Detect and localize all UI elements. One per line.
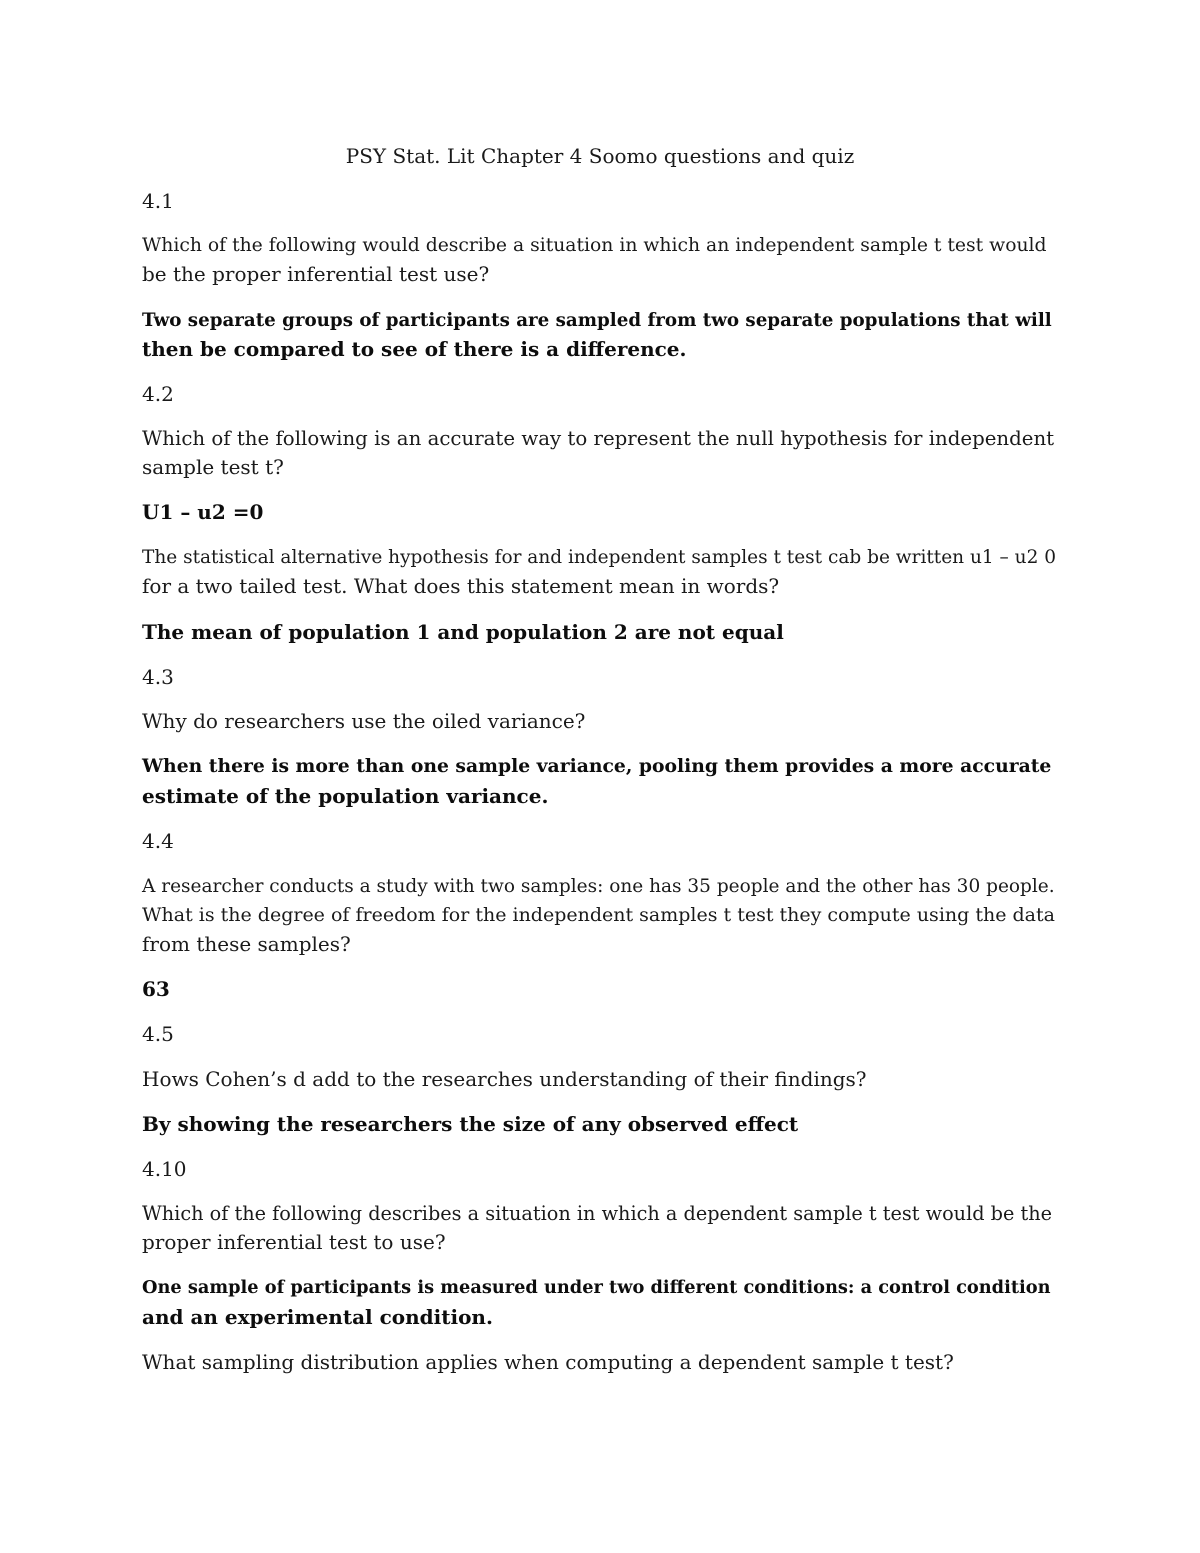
answer-text: One sample of participants is measured under two different conditions: a control condition <box>142 1277 1051 1298</box>
question-number: 4.1 <box>142 189 174 213</box>
question-number: 4.3 <box>142 665 174 689</box>
page-title: PSY Stat. Lit Chapter 4 Soomo questions and quiz <box>345 144 855 168</box>
question-text: What sampling distribution applies when computing a dependent sample t test? <box>142 1350 954 1374</box>
question-number: 4.2 <box>142 382 174 406</box>
question-text: for a two tailed test. What does this statement mean in words? <box>142 574 780 598</box>
question-number: 4.4 <box>142 829 174 853</box>
question-text: Hows Cohen’s d add to the researches understanding of their findings? <box>142 1067 867 1091</box>
answer-text: The mean of population 1 and population 2 are not equal <box>142 620 784 644</box>
question-text: The statistical alternative hypothesis for and independent samples t test cab be written u1 – u2 0 <box>142 547 1057 568</box>
answer-text: estimate of the population variance. <box>142 784 549 808</box>
question-text: Which of the following is an accurate way to represent the null hypothesis for independent <box>142 427 1055 450</box>
question-text: from these samples? <box>142 932 351 956</box>
question-number: 4.5 <box>142 1022 174 1046</box>
question-text: A researcher conducts a study with two samples: one has 35 people and the other has 30 people. <box>142 876 1055 897</box>
answer-text: When there is more than one sample variance, pooling them provides a more accurate <box>142 755 1052 777</box>
answer-text: By showing the researchers the size of any observed effect <box>142 1112 799 1136</box>
question-text: sample test t? <box>142 455 284 479</box>
question-text: Which of the following would describe a situation in which an independent sample t test would <box>142 235 1047 256</box>
question-text: be the proper inferential test use? <box>142 262 490 286</box>
question-text: Why do researchers use the oiled variance? <box>142 709 586 733</box>
answer-text: 63 <box>142 977 170 1001</box>
answer-text: U1 – u2 =0 <box>142 500 264 524</box>
answer-text: then be compared to see of there is a difference. <box>142 337 687 361</box>
answer-text: and an experimental condition. <box>142 1305 493 1329</box>
question-text: What is the degree of freedom for the independent samples t test they compute using the data <box>142 904 1055 926</box>
question-number: 4.10 <box>142 1157 187 1181</box>
answer-text: Two separate groups of participants are sampled from two separate populations that will <box>142 310 1052 331</box>
question-text: proper inferential test to use? <box>142 1230 446 1254</box>
question-text: Which of the following describes a situation in which a dependent sample t test would be the <box>142 1202 1053 1225</box>
